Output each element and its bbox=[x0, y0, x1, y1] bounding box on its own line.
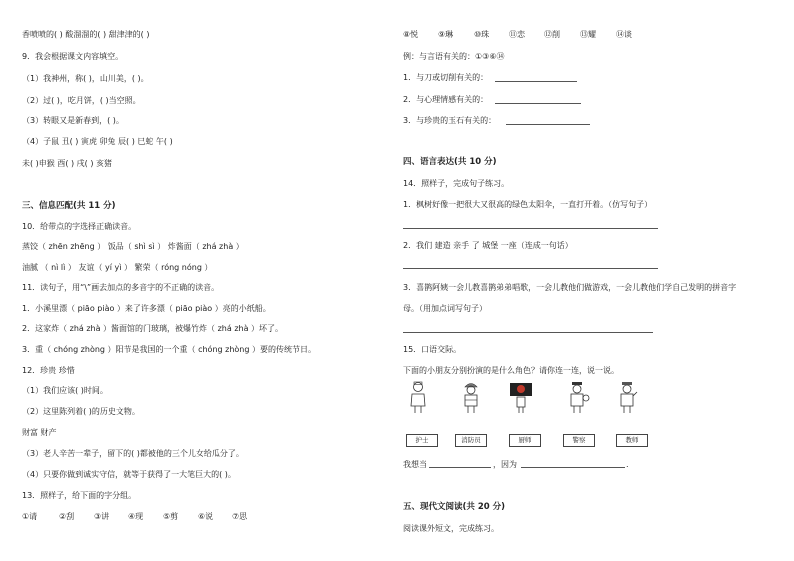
role-box-police[interactable]: 警察 bbox=[563, 434, 595, 447]
group-2-label: 2．与心理情感有关的： bbox=[403, 95, 489, 104]
role-box-nurse[interactable]: 护士 bbox=[406, 434, 438, 447]
char-item: ⑨琳 bbox=[438, 30, 454, 39]
q10-line-1: 蒸饺（ zhēn zhēng ） 饭品（ shì sì ） 炸酱面（ zhá zhà ） bbox=[22, 242, 244, 251]
q14-answer-line-1[interactable] bbox=[403, 228, 658, 229]
char-item: ⑥说 bbox=[198, 512, 214, 521]
section-5-title: 五、现代文阅读(共 20 分) bbox=[403, 502, 506, 512]
q14-answer-line-3[interactable] bbox=[403, 332, 653, 333]
grouping-example: 例：与言语有关的：①③⑥⑭ bbox=[403, 52, 505, 61]
right-column bbox=[403, 0, 773, 561]
char-item: ⑦思 bbox=[232, 512, 248, 521]
adjective-fill-line: 香喷喷的( ) 酸溜溜的( ) 甜津津的( ) bbox=[22, 30, 150, 39]
q9-line-5: 未( )申猴 酉( ) 戌( ) 亥猪 bbox=[22, 159, 112, 168]
chef-figure-icon bbox=[508, 380, 534, 414]
police-figure-icon bbox=[565, 380, 591, 414]
q11-title: 11．读句子，用“\”画去加点的多音字的不正确的读音。 bbox=[22, 283, 220, 292]
char-item: ①请 bbox=[22, 512, 38, 521]
char-item: ⑩珠 bbox=[474, 30, 490, 39]
group-1-label: 1．与刀或切削有关的： bbox=[403, 73, 489, 82]
nurse-figure-icon bbox=[407, 380, 429, 414]
q12-line-3: （3）老人辛苦一辈子，留下的( )都被他的三个儿女给瓜分了。 bbox=[22, 449, 244, 458]
char-item: ③讲 bbox=[94, 512, 110, 521]
q9-line-1: （1）我神州，称( )，山川美，( )。 bbox=[22, 74, 149, 83]
group-1-answer-line[interactable] bbox=[495, 81, 577, 82]
group-3-answer-line[interactable] bbox=[506, 124, 590, 125]
char-item: ⑧悦 bbox=[403, 30, 419, 39]
answer-period: . bbox=[626, 460, 629, 469]
q10-line-2: 油腻 （ nì lì ） 友谊（ yí yì ） 繁荣（ róng nóng ） bbox=[22, 263, 213, 272]
q9-line-3: （3）转眼又是新春到，( )。 bbox=[22, 116, 124, 125]
q14-item-2: 2．我们 建造 亲手 了 城堡 一座（连成一句话） bbox=[403, 241, 573, 250]
teacher-figure-icon bbox=[616, 380, 638, 414]
char-item: ⑭谈 bbox=[616, 30, 632, 39]
q14-item-3b: 母。（用加点词写句子） bbox=[403, 304, 487, 313]
firefighter-figure-icon bbox=[460, 380, 482, 414]
q11-line-3: 3．重（ chóng zhòng ）阳节是我国的一个重（ chóng zhòng ）要的传统节日。 bbox=[22, 345, 316, 354]
char-item: ⑫削 bbox=[544, 30, 560, 39]
group-2-answer-line[interactable] bbox=[495, 103, 581, 104]
char-item: ④现 bbox=[128, 512, 144, 521]
char-item: ⑬耀 bbox=[580, 30, 596, 39]
q11-line-2: 2．这家炸（ zhá zhà ）酱面馆的门玻璃，被爆竹炸（ zhá zhà ）坏了。 bbox=[22, 324, 284, 333]
q9-title: 9．我会根据课文内容填空。 bbox=[22, 52, 124, 61]
role-answer-prefix: 我想当 bbox=[403, 460, 427, 469]
reason-answer-line[interactable] bbox=[521, 467, 625, 468]
q9-line-4: （4）子鼠 丑( ) 寅虎 卯兔 辰( ) 巳蛇 午( ) bbox=[22, 137, 173, 146]
group-3-label: 3．与珍贵的玉石有关的： bbox=[403, 116, 497, 125]
q14-item-1: 1．枫树好像一把很大又很高的绿色太阳伞，一直打开着。（仿写句子） bbox=[403, 200, 653, 209]
section-3-title: 三、信息匹配(共 11 分) bbox=[22, 201, 116, 211]
left-column bbox=[22, 0, 392, 561]
q12-title: 12．珍贵 珍惜 bbox=[22, 366, 75, 375]
section-5-instruction: 阅读课外短文，完成练习。 bbox=[403, 524, 499, 533]
q12-word-pair-2: 财富 财产 bbox=[22, 428, 57, 437]
role-box-chef[interactable]: 厨师 bbox=[509, 434, 541, 447]
q12-line-1: （1）我们应该( )时间。 bbox=[22, 386, 108, 395]
q15-prompt: 下面的小朋友分别扮演的是什么角色？请你连一连，说一说。 bbox=[403, 366, 619, 375]
q14-item-3a: 3．喜鹊阿姨一会儿教喜鹊弟弟唱歌，一会儿教他们做游戏，一会儿教他们学自己发明的拼音字 bbox=[403, 283, 737, 292]
char-item: ⑤剪 bbox=[163, 512, 179, 521]
q15-title: 15．口语交际。 bbox=[403, 345, 462, 354]
char-item: ②刮 bbox=[59, 512, 75, 521]
q13-title: 13．照样子，给下面的字分组。 bbox=[22, 491, 137, 500]
q12-line-4: （4）只要你做到诚实守信，就等于获得了一大笔巨大的( )。 bbox=[22, 470, 236, 479]
q14-title: 14．照样子，完成句子练习。 bbox=[403, 179, 510, 188]
reason-prefix: ，因为 bbox=[493, 460, 517, 469]
role-box-teacher[interactable]: 教师 bbox=[616, 434, 648, 447]
q12-line-2: （2）这里陈列着( )的历史文物。 bbox=[22, 407, 140, 416]
q11-line-1: 1．小溪里漂（ piāo piào ）来了许多漂（ piāo piào ）亮的小纸船。 bbox=[22, 304, 271, 313]
q9-line-2: （2）过( )，吃月饼，( )当空照。 bbox=[22, 96, 141, 105]
role-answer-line[interactable] bbox=[429, 467, 491, 468]
q10-title: 10．给带点的字选择正确读音。 bbox=[22, 222, 137, 231]
char-item: ⑪恋 bbox=[509, 30, 525, 39]
role-box-firefighter[interactable]: 消防员 bbox=[455, 434, 487, 447]
q14-answer-line-2[interactable] bbox=[403, 268, 658, 269]
section-4-title: 四、语言表达(共 10 分) bbox=[403, 157, 497, 167]
